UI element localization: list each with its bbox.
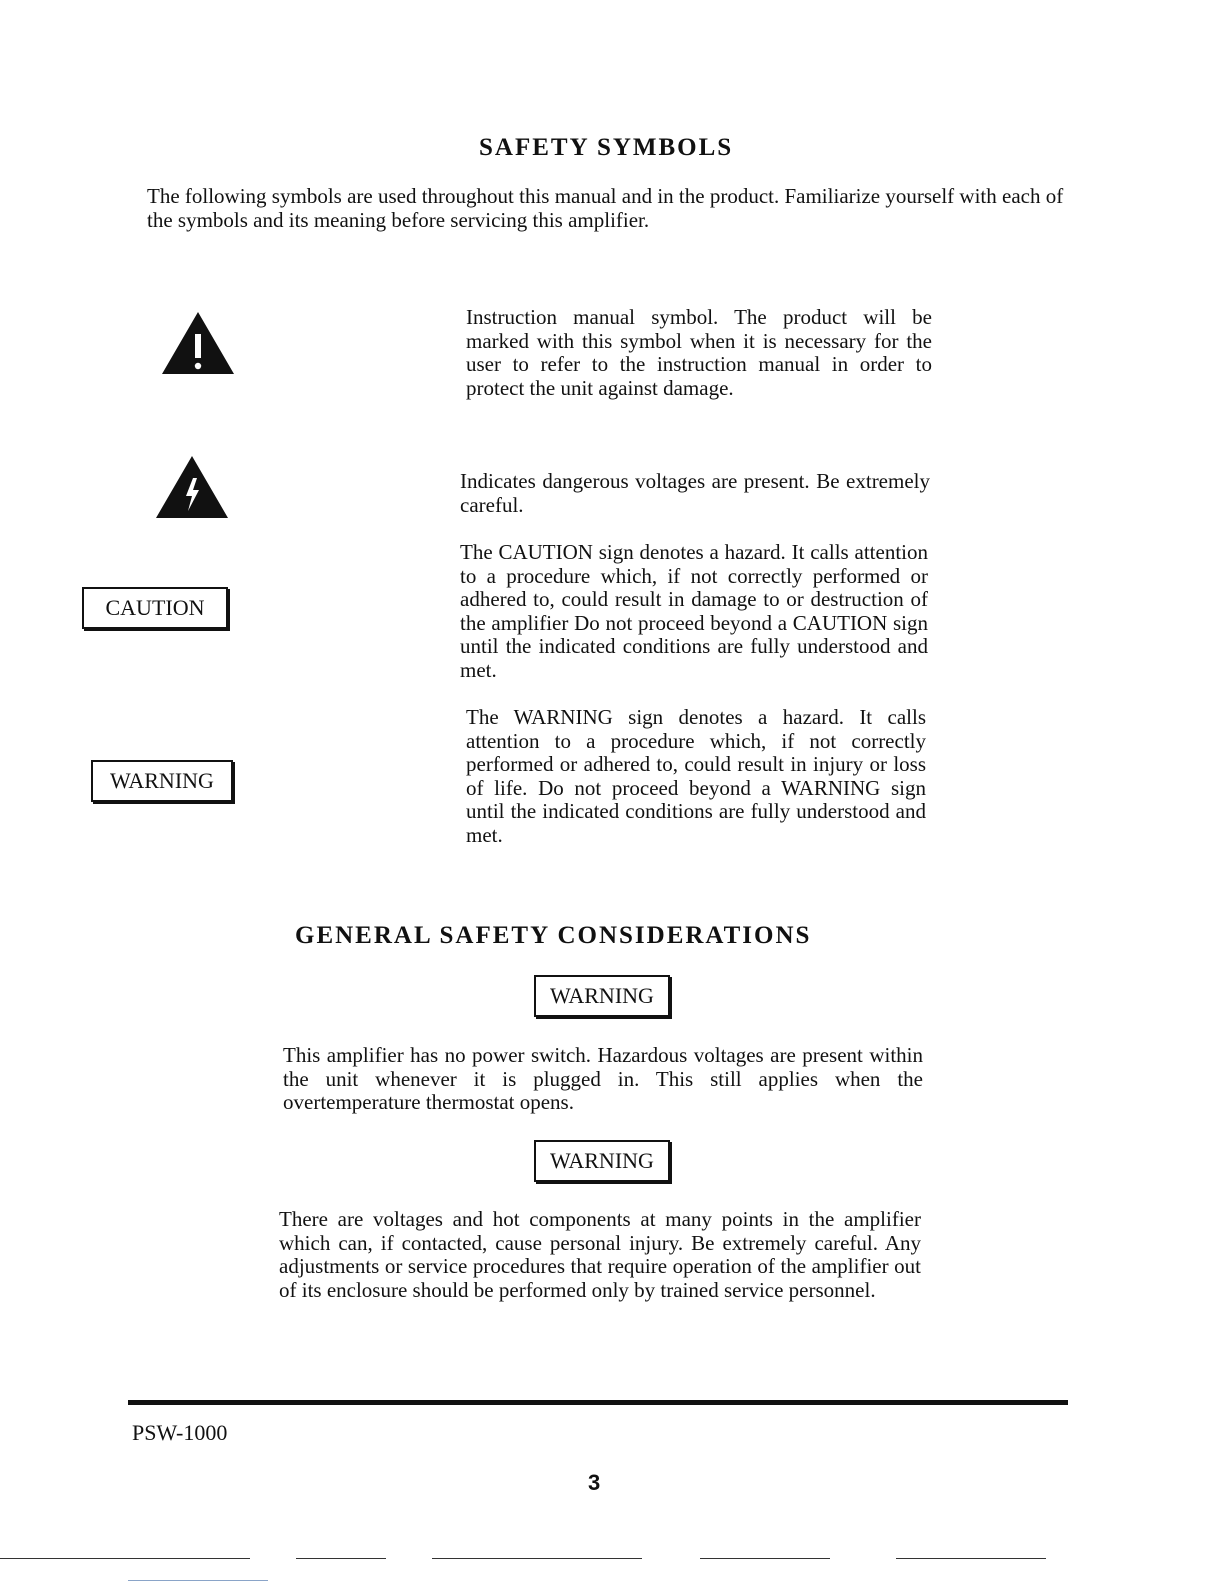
scan-artifact-line <box>700 1558 830 1559</box>
caution-label: CAUTION <box>82 587 228 629</box>
footer-model: PSW-1000 <box>132 1420 228 1445</box>
general-safety-title: GENERAL SAFETY CONSIDERATIONS <box>295 922 812 949</box>
page-number: 3 <box>588 1470 601 1495</box>
safety-symbols-intro: The following symbols are used throughout this manual and in the product. Familiarize yourself with each of the symbols and its meaning before servicing this amplifier. <box>147 184 1064 232</box>
instruction-symbol-text: Instruction manual symbol. The product will be marked with this symbol when it is necessary for the user to refer to the instruction manual in order to protect the unit against damage. <box>466 305 932 400</box>
exclamation-triangle-icon <box>162 312 234 374</box>
scan-artifact-line <box>0 1558 250 1559</box>
warning-description: The WARNING sign denotes a hazard. It calls attention to a procedure which, if not correctly performed or adhered to, could result in injury or loss of life. Do not proceed beyond a WARNING sign until the indicated conditions are fully understood and met. <box>466 705 926 847</box>
scan-artifact-line <box>432 1558 642 1559</box>
lightning-triangle-icon <box>156 456 228 518</box>
general-warning-label-1: WARNING <box>534 975 670 1017</box>
warning-label: WARNING <box>91 760 233 802</box>
general-warning-label-2: WARNING <box>534 1140 670 1182</box>
scan-artifact-line <box>896 1558 1046 1559</box>
footer-rule <box>128 1400 1068 1405</box>
power-switch-warning-text: This amplifier has no power switch. Hazardous voltages are present within the unit whenever it is plugged in. This still applies when the overtemperature thermostat opens. <box>283 1043 923 1114</box>
scan-artifact-line <box>128 1580 268 1581</box>
hot-components-warning-text: There are voltages and hot components at many points in the amplifier which can, if contacted, cause personal injury. Be extremely careful. Any adjustments or service procedures that require operation of the amplifier out of its enclosure should be performed only by trained service personnel. <box>279 1207 921 1302</box>
caution-description: The CAUTION sign denotes a hazard. It calls attention to a procedure which, if not correctly performed or adhered to, could result in damage to or destruction of the amplifier Do not proceed beyond a CAUTION sign until the indicated conditions are fully understood and met. <box>460 540 928 682</box>
safety-symbols-title: SAFETY SYMBOLS <box>479 134 734 161</box>
dangerous-voltage-text: Indicates dangerous voltages are present. Be extremely careful. <box>460 469 930 517</box>
scan-artifact-line <box>296 1558 386 1559</box>
